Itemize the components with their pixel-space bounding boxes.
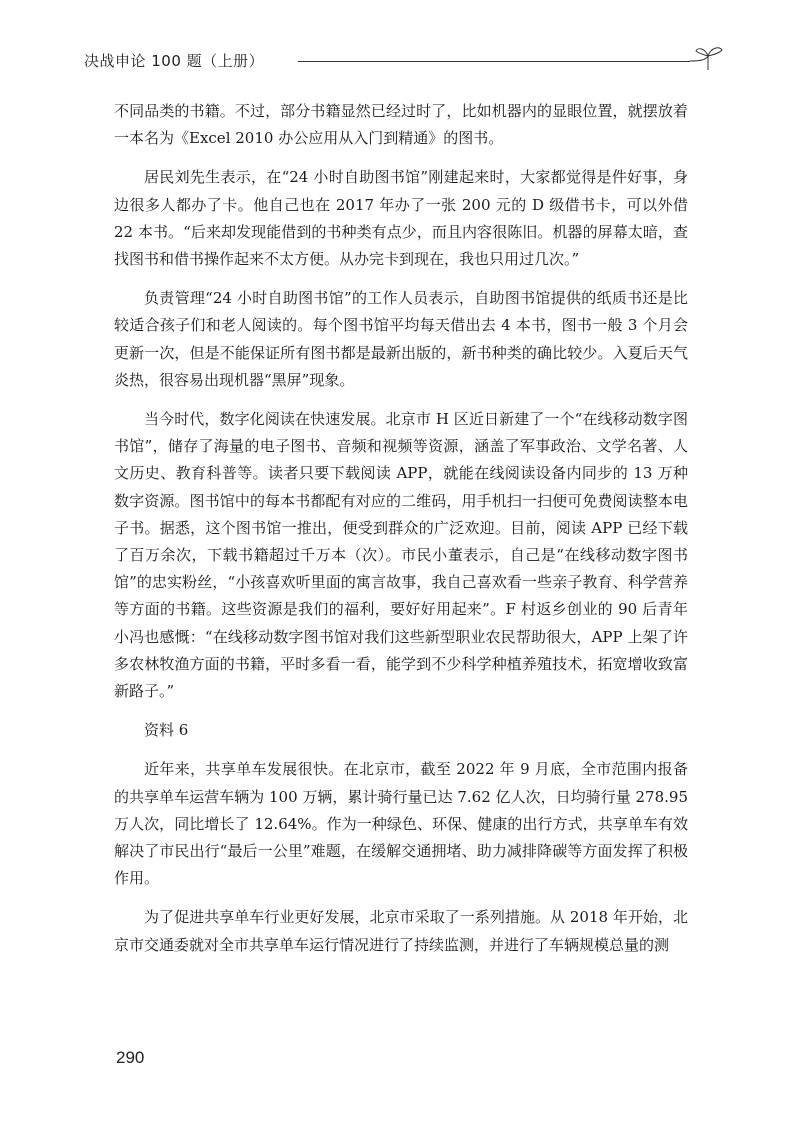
paragraph-4: 当今时代，数字化阅读在快速发展。北京市 H 区近日新建了一个“在线移动数字图书馆”，储存了海量的电子图书、音频和视频等资源，涵盖了军事政治、文学名著、人文历史、教育科普等。读者只要下载阅读 APP，就能在线阅读设备内同步的 13 万种数字资源。图书馆中的每本书都配有对应的二维码，用手机扫一扫便可免费阅读整本电子书。据悉，这个图书馆一推出，便受到群众的广泛欢迎。目前，阅读 APP 已经下载了百万余次，下载书籍超过千万本（次）。市民小董表示，自己是“在线移动数字图书馆”的忠实粉丝，“小孩喜欢听里面的寓言故事，我自己喜欢看一些亲子教育、科学营养等方面的书籍。这些资源是我们的福利，要好好用起来”。F 村返乡创业的 90 后青年小冯也感慨：“在线移动数字图书馆对我们这些新型职业农民帮助很大，APP 上架了许多农林牧渔方面的书籍，平时多看一看，能学到不少科学种植养殖技术，拓宽增收致富新路子。” (114, 410, 688, 701)
paragraph-6: 为了促进共享单车行业更好发展，北京市采取了一系列措施。从 2018 年开始，北京市交通委就对全市共享单车运行情况进行了持续监测，并进行了车辆规模总量的测 (114, 908, 688, 954)
section-heading-material-6: 资料 6 (144, 721, 189, 740)
paragraph-1: 不同品类的书籍。不过，部分书籍显然已经过时了，比如机器内的显眼位置，就摆放着一本名为《Excel 2010 办公应用从入门到精通》的图书。 (114, 102, 688, 148)
page-header (84, 44, 724, 74)
paragraph-3: 负责管理“24 小时自助图书馆”的工作人员表示，自助图书馆提供的纸质书还是比较适合孩子们和老人阅读的。每个图书馆平均每天借出去 4 本书，图书一般 3 个月会更新一次，但是不能保证所有图书都是最新出版的，新书种类的确比较少。入夏后天气炎热，很容易出现机器“黑屏”现象。 (114, 289, 688, 389)
paragraph-2: 居民刘先生表示，在“24 小时自助图书馆”刚建起来时，大家都觉得是件好事，身边很多人都办了卡。他自己也在 2017 年办了一张 200 元的 D 级借书卡，可以外借 22 本书。“后来却发现能借到的书种类有点少，而且内容很陈旧。机器的屏幕太暗，查找图书和借书操作起来不太方便。从办完卡到现在，我也只用过几次。” (114, 168, 688, 269)
paragraph-5: 近年来，共享单车发展很快。在北京市，截至 2022 年 9 月底，全市范围内报备的共享单车运营车辆为 100 万辆，累计骑行量已达 7.62 亿人次，日均骑行量 278.95 万人次，同比增长了 12.64%。作为一种绿色、环保、健康的出行方式，共享单车有效解决了市民出行“最后一公里”难题，在缓解交通拥堵、助力减排降碳等方面发挥了积极作用。 (114, 760, 688, 888)
document-body (114, 98, 688, 971)
sprout-icon (688, 44, 724, 74)
book-title: 决战申论 100 题（上册） (84, 52, 265, 70)
header-divider (298, 61, 690, 62)
page-number: 290 (116, 1048, 145, 1067)
